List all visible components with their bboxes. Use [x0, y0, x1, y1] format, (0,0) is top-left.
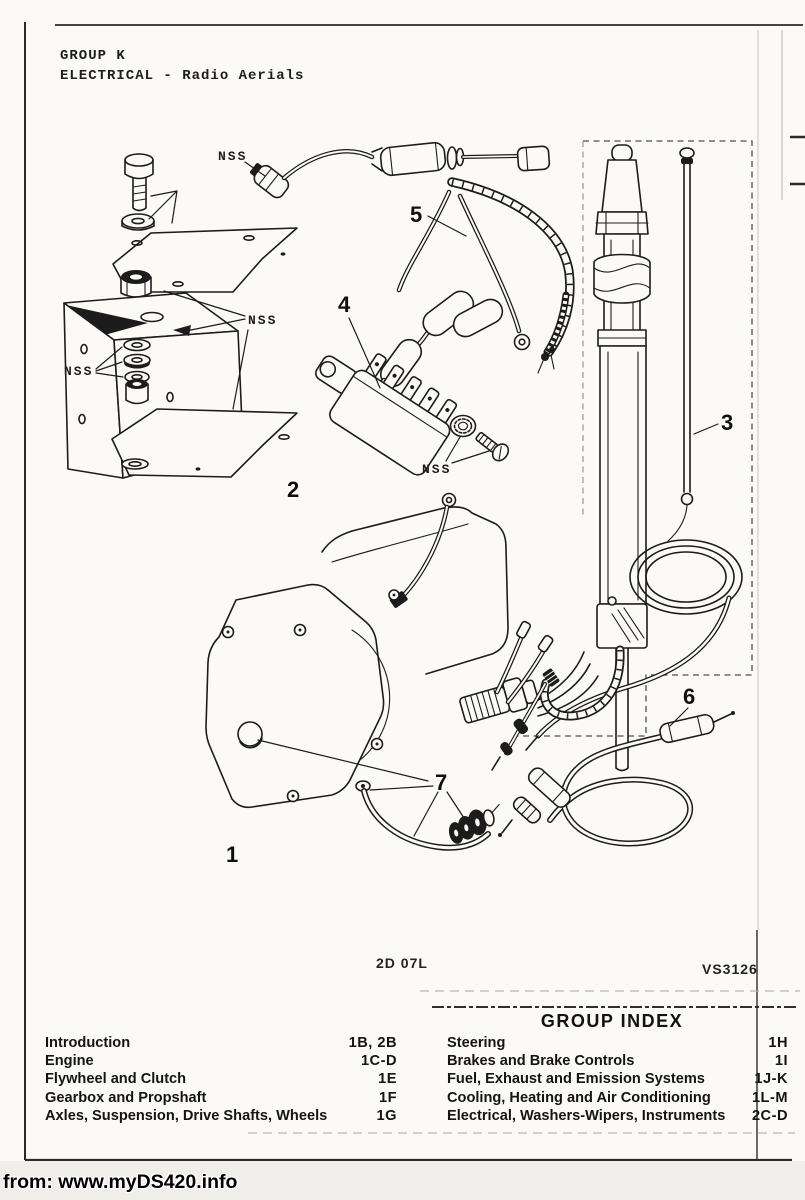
index-label: Introduction — [45, 1035, 131, 1051]
index-ref: 1F — [378, 1089, 397, 1106]
section-title: ELECTRICAL - Radio Aerials — [60, 68, 305, 84]
drain-tube — [356, 781, 505, 848]
nss-label-bush: NSS — [248, 313, 278, 328]
index-row — [447, 1053, 788, 1071]
callout-6: 6 — [683, 684, 696, 709]
aerial-motor-unit — [206, 494, 598, 808]
index-ref: 1B, 2B — [348, 1035, 397, 1051]
index-row — [447, 1071, 788, 1089]
group-title: GROUP K — [60, 48, 126, 64]
drawing-number: VS3126 — [702, 961, 758, 977]
index-label: Axles, Suspension, Drive Shafts, Wheels — [45, 1107, 328, 1124]
index-row — [447, 1035, 788, 1053]
index-label: Steering — [447, 1035, 506, 1051]
index-row — [447, 1090, 788, 1108]
index-ref: 1L-M — [751, 1089, 788, 1106]
bolt — [125, 154, 153, 211]
index-label: Flywheel and Clutch — [45, 1071, 187, 1088]
callout-1: 1 — [226, 842, 239, 867]
wiring-harness — [247, 142, 570, 404]
callout-5: 5 — [410, 202, 423, 227]
antenna-rod — [668, 148, 694, 541]
index-ref: 1E — [378, 1071, 397, 1088]
group-index-right-column — [447, 1035, 788, 1126]
index-row — [45, 1071, 397, 1089]
lock-washer — [451, 416, 476, 437]
index-ref: 2C-D — [751, 1107, 788, 1124]
harness-end-cap — [517, 146, 550, 171]
fuse-holder — [380, 142, 447, 177]
index-label: Gearbox and Propshaft — [45, 1089, 207, 1106]
nss-label-washers: NSS — [64, 364, 94, 379]
watermark: from: www.myDS420.info — [3, 1171, 238, 1193]
index-row — [45, 1053, 397, 1071]
index-ref: 1H — [768, 1035, 788, 1051]
index-row — [45, 1090, 397, 1108]
page-header — [60, 46, 304, 86]
screw — [473, 428, 512, 464]
index-label: Fuel, Exhaust and Emission Systems — [447, 1071, 705, 1088]
index-row — [45, 1108, 397, 1126]
index-row — [45, 1035, 397, 1053]
index-label: Cooling, Heating and Air Conditioning — [447, 1089, 711, 1106]
index-ref: 1I — [774, 1053, 788, 1070]
index-label: Brakes and Brake Controls — [447, 1053, 635, 1070]
cable-plug-right — [658, 713, 715, 744]
plate-code: 2D 07L — [376, 955, 428, 971]
group-index-title: GROUP INDEX — [540, 1011, 684, 1031]
index-ref: 1J-K — [754, 1071, 788, 1088]
index-row — [447, 1108, 788, 1126]
callout-4: 4 — [338, 292, 351, 317]
index-label: Engine — [45, 1053, 94, 1070]
washer — [122, 214, 154, 230]
index-ref: 1G — [376, 1107, 397, 1124]
callout-7: 7 — [435, 770, 448, 795]
nss-label-harness: NSS — [218, 149, 248, 164]
index-label: Electrical, Washers-Wipers, Instruments — [447, 1107, 726, 1124]
callout-2: 2 — [287, 477, 300, 502]
callout-3: 3 — [721, 410, 734, 435]
group-index-left-column — [45, 1035, 397, 1126]
drain-grommet — [238, 722, 262, 748]
rubber-bush — [121, 270, 151, 297]
index-ref: 1C-D — [360, 1053, 397, 1070]
nss-label-screw: NSS — [422, 462, 452, 477]
